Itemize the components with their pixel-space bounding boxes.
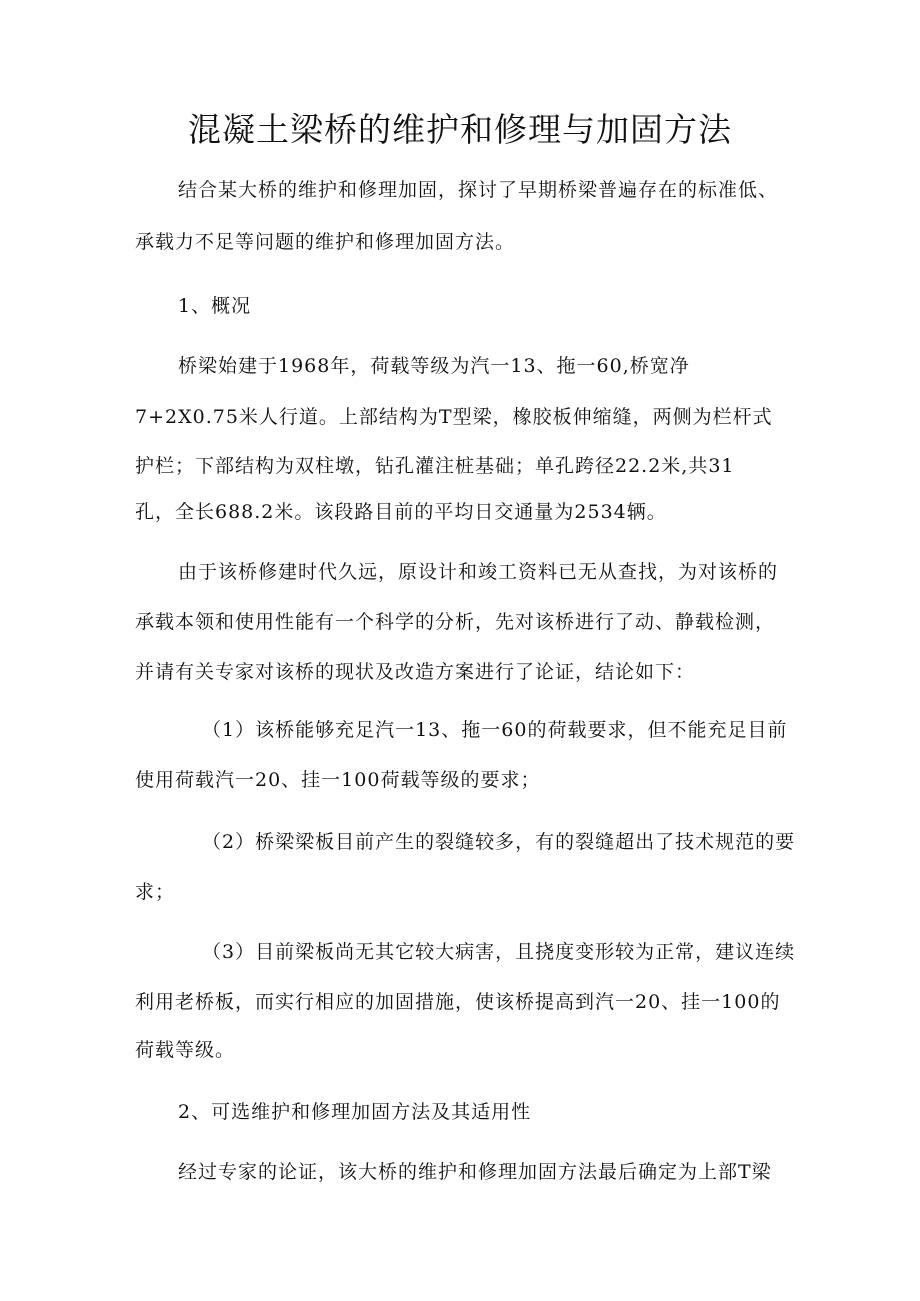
text-line: 由于该桥修建时代久远，原设计和竣工资料已无从查找，为对该桥的: [178, 561, 779, 583]
section-heading: 2、可选维护和修理加固方法及其适用性: [178, 1101, 532, 1123]
text-line: 桥梁始建于1968年，荷载等级为汽一13、拖一60,桥宽净: [178, 355, 690, 377]
text-line: （1）该桥能够充足汽一13、拖一60的荷载要求，但不能充足目前: [202, 719, 788, 741]
text-line: 护栏；下部结构为双柱墩，钻孔灌注桩基础；单孔跨径22.2米,共31: [135, 455, 735, 477]
section-heading: 1、概况: [178, 295, 252, 317]
text-line: 荷载等级。: [135, 1039, 236, 1061]
text-line: 承载力不足等问题的维护和修理加固方法。: [135, 231, 516, 253]
document-title: 混凝土梁桥的维护和修理与加固方法: [188, 110, 732, 149]
text-line: 承载本领和使用性能有一个科学的分析，先对该桥进行了动、静载检测，: [135, 611, 776, 633]
text-line: 7+2X0.75米人行道。上部结构为T型梁，橡胶板伸缩缝，两侧为栏杆式: [135, 406, 773, 428]
text-line: （3）目前梁板尚无其它较大病害，且挠度变形较为正常，建议连续: [202, 941, 796, 963]
text-line: 经过专家的论证，该大桥的维护和修理加固方法最后确定为上部T梁: [178, 1161, 772, 1183]
text-line: 利用老桥板，而实行相应的加固措施，使该桥提高到汽一20、挂一100的: [135, 991, 781, 1013]
text-line: 使用荷载汽一20、挂一100荷载等级的要求；: [135, 769, 541, 791]
text-line: （2）桥梁梁板目前产生的裂缝较多，有的裂缝超出了技术规范的要: [202, 831, 796, 853]
text-line: 孔，全长688.2米。该段路目前的平均日交通量为2534辆。: [135, 501, 667, 523]
text-line: 求；: [135, 881, 176, 903]
text-line: 结合某大桥的维护和修理加固，探讨了早期桥梁普遍存在的标准低、: [178, 179, 779, 201]
text-line: 并请有关专家对该桥的现状及改造方案进行了论证，结论如下：: [135, 661, 696, 683]
